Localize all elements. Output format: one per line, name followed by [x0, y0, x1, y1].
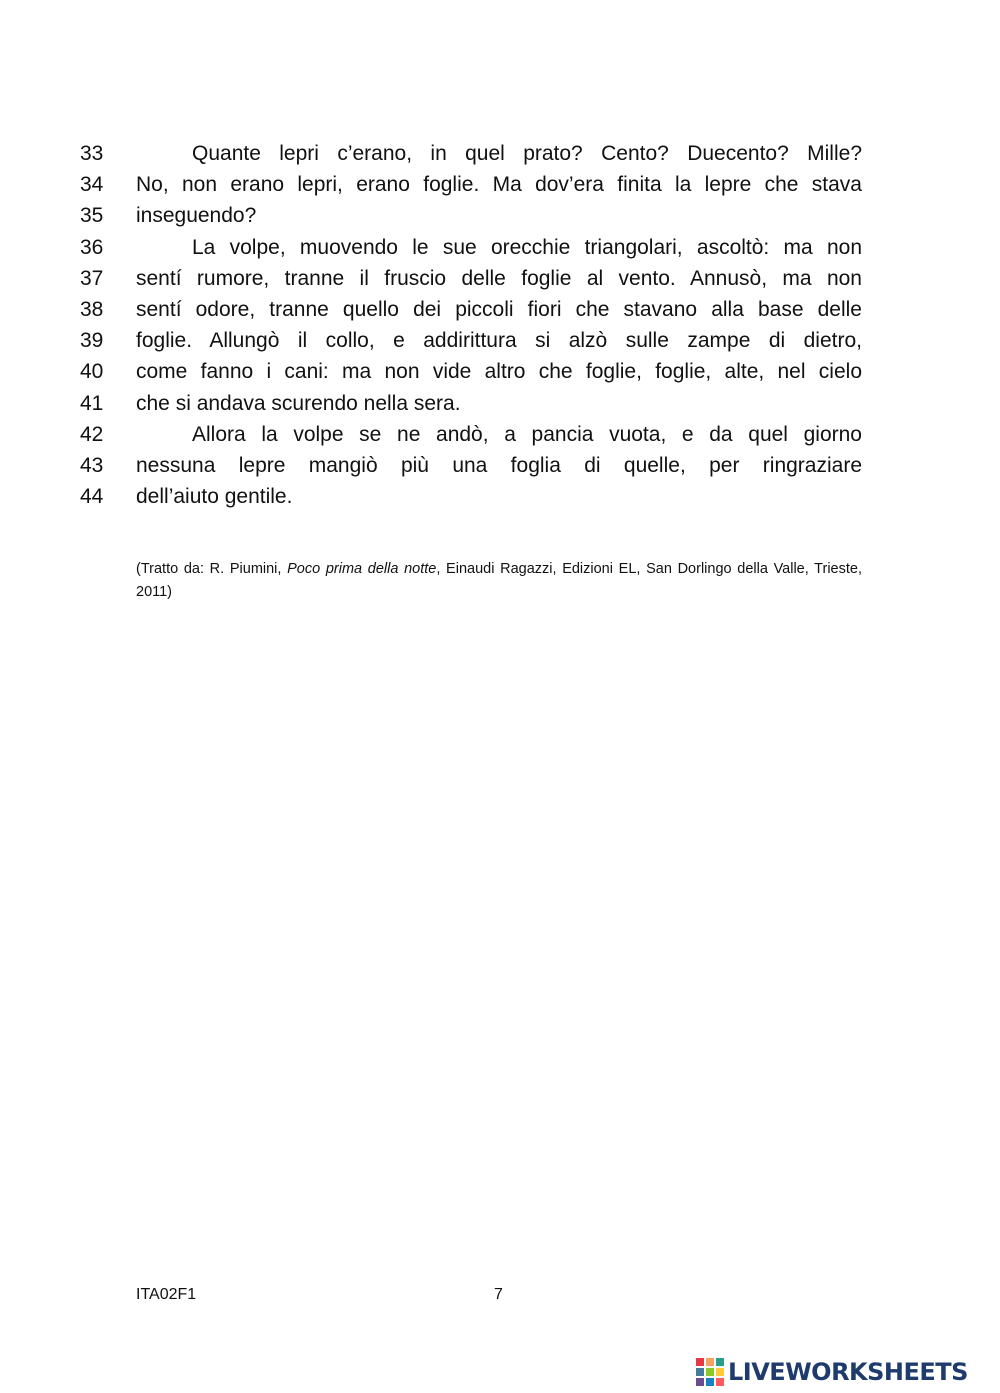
liveworksheets-wordmark: LIVEWORKSHEETS [728, 1358, 968, 1386]
line-number: 34 [80, 173, 104, 197]
passage-line [80, 356, 862, 387]
line-number: 33 [80, 142, 104, 165]
footer-document-code: ITA02F1 [136, 1286, 197, 1303]
source-suffix: , Einaudi Ragazzi, Edizioni EL, San Dorlingo della Valle, Trieste, 2011) [136, 561, 862, 600]
line-text: dell’aiuto gentile. [136, 485, 293, 509]
line-number: 41 [80, 391, 104, 415]
line-text: come fanno i cani: ma non vide altro che foglie, foglie, alte, nel cielo [136, 360, 862, 384]
line-number: 40 [80, 360, 104, 384]
passage-line [80, 325, 862, 356]
passage-line [80, 450, 862, 481]
passage-line [80, 388, 862, 419]
passage-line [80, 263, 862, 294]
line-text: sentí rumore, tranne il fruscio delle foglie al vento. Annusò, ma non [136, 266, 862, 290]
source-book-title: Poco prima della notte [287, 561, 437, 577]
line-number: 44 [80, 485, 104, 509]
passage-line [80, 294, 862, 325]
liveworksheets-logo-icon [696, 1358, 724, 1386]
source-citation [136, 558, 862, 604]
line-text: Quante lepri c’erano, in quel prato? Cento? Duecento? Mille? [192, 142, 862, 165]
source-prefix: (Tratto da: R. Piumini, [136, 561, 288, 577]
line-number: 36 [80, 235, 104, 259]
line-text: inseguendo? [136, 204, 257, 228]
line-text: che si andava scurendo nella sera. [136, 391, 461, 415]
passage-line [80, 232, 862, 263]
line-number: 38 [80, 297, 104, 321]
line-number: 43 [80, 453, 104, 477]
line-number: 39 [80, 329, 104, 353]
line-text: No, non erano lepri, erano foglie. Ma dov’era finita la lepre che stava [136, 173, 862, 197]
passage-line [80, 419, 862, 450]
passage [80, 138, 862, 512]
line-text: sentí odore, tranne quello dei piccoli fiori che stavano alla base delle [136, 297, 862, 321]
passage-line [80, 200, 862, 231]
passage-line [80, 481, 862, 512]
liveworksheets-branding[interactable] [696, 1356, 968, 1388]
line-text: nessuna lepre mangiò più una foglia di quelle, per ringraziare [136, 453, 862, 477]
line-number: 35 [80, 204, 104, 228]
line-number: 37 [80, 266, 104, 290]
line-text: Allora la volpe se ne andò, a pancia vuota, e da quel giorno [192, 422, 862, 446]
line-text: La volpe, muovendo le sue orecchie triangolari, ascoltò: ma non [192, 235, 862, 259]
passage-line [80, 169, 862, 200]
line-text: foglie. Allungò il collo, e addirittura si alzò sulle zampe di dietro, [136, 329, 862, 353]
line-number: 42 [80, 422, 104, 446]
footer-page-number: 7 [494, 1286, 503, 1303]
passage-line [80, 138, 862, 169]
